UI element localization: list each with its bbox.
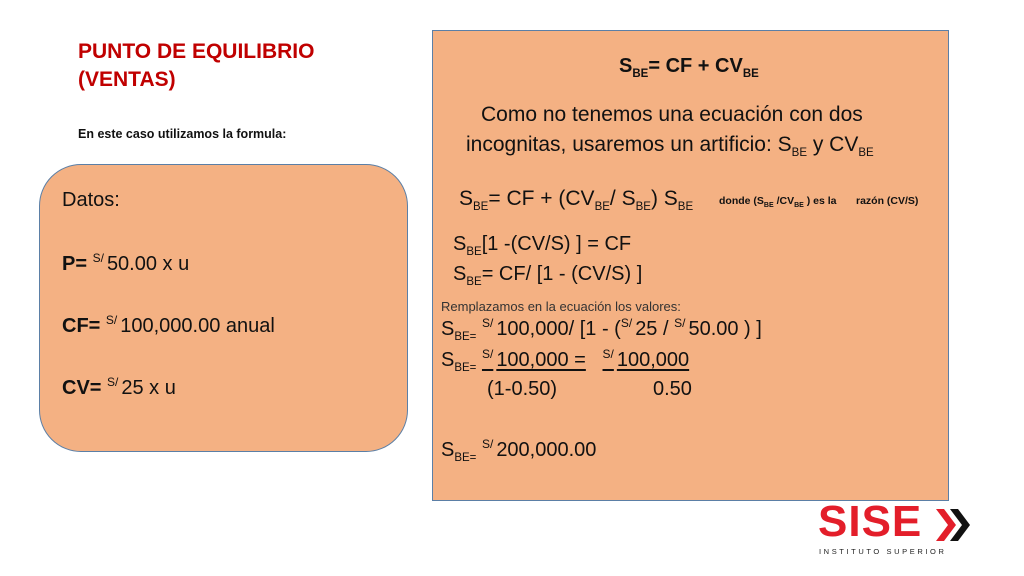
- explanation-line-1: Como no tenemos una ecuación con dos: [481, 103, 863, 126]
- currency-symbol: S/: [105, 313, 118, 327]
- cf-label: CF=: [62, 315, 101, 337]
- ratio-note: donde ($S_{BE}$ $/CV_{BE}$ ) es la: [719, 195, 837, 209]
- explanation-line-2: incognitas, usaremos un artificio: $S_{BE}$ y $CV_{BE}$: [466, 133, 874, 159]
- datos-variable-cost: [62, 375, 176, 400]
- replace-label: Remplazamos en la ecuación los valores:: [441, 299, 681, 314]
- step-4-denominator-1: (1-0.50): [487, 378, 558, 400]
- calculation-box: [432, 30, 949, 501]
- page-title: [78, 38, 314, 94]
- logo-tagline: INSTITUTO SUPERIOR: [819, 547, 947, 556]
- result: $S_{BE=}$ $^{S/}$ 200,000.00: [441, 437, 597, 464]
- sise-logo: [818, 497, 978, 563]
- title-line-2: (VENTAS): [78, 68, 176, 91]
- datos-heading: Datos:: [62, 189, 120, 211]
- cv-value: 25 x u: [121, 377, 176, 399]
- artifice-formula: $S_{BE}=$ CF + ($CV_{BE}/$ $S_{BE}$) $S_{BE}$: [459, 187, 694, 213]
- cv-label: CV=: [62, 377, 102, 399]
- subtitle: En este caso utilizamos la formula:: [78, 127, 287, 141]
- currency-symbol: S/: [92, 251, 104, 265]
- step-3: $S_{BE=}$ $^{S/}$ 100,000/ [1 - ($^{S/}$ 25 / $^{S/}$ 50.00 ) ]: [441, 316, 762, 343]
- price-value: 50.00 x u: [106, 253, 190, 275]
- ratio-note-end: razón (CV/S): [856, 195, 919, 207]
- currency-symbol: S/: [107, 375, 119, 389]
- title-line-1: PUNTO DE EQUILIBRIO: [78, 40, 315, 63]
- break-even-formula: $S_{BE}=$ CF + $CV_{BE}$: [619, 55, 759, 80]
- price-label: P=: [62, 253, 88, 275]
- chevron-right-icon: [936, 507, 974, 543]
- datos-box: [39, 164, 408, 452]
- cf-value: 100,000.00 anual: [120, 315, 275, 337]
- logo-wordmark: SISE: [818, 497, 923, 546]
- step-4-denominator-2: 0.50: [653, 378, 692, 400]
- step-4: $S_{BE=}$ $^{S/}$ 100,000 = $^{S/}$ 100,000: [441, 347, 690, 374]
- step-2: $S_{BE}= CF/$ [1 - (CV/S) ]: [453, 263, 643, 288]
- datos-fixed-cost: [62, 313, 275, 338]
- step-1: $S_{BE}[1$ -(CV/S) ] = CF: [453, 233, 632, 258]
- datos-price: [62, 251, 189, 276]
